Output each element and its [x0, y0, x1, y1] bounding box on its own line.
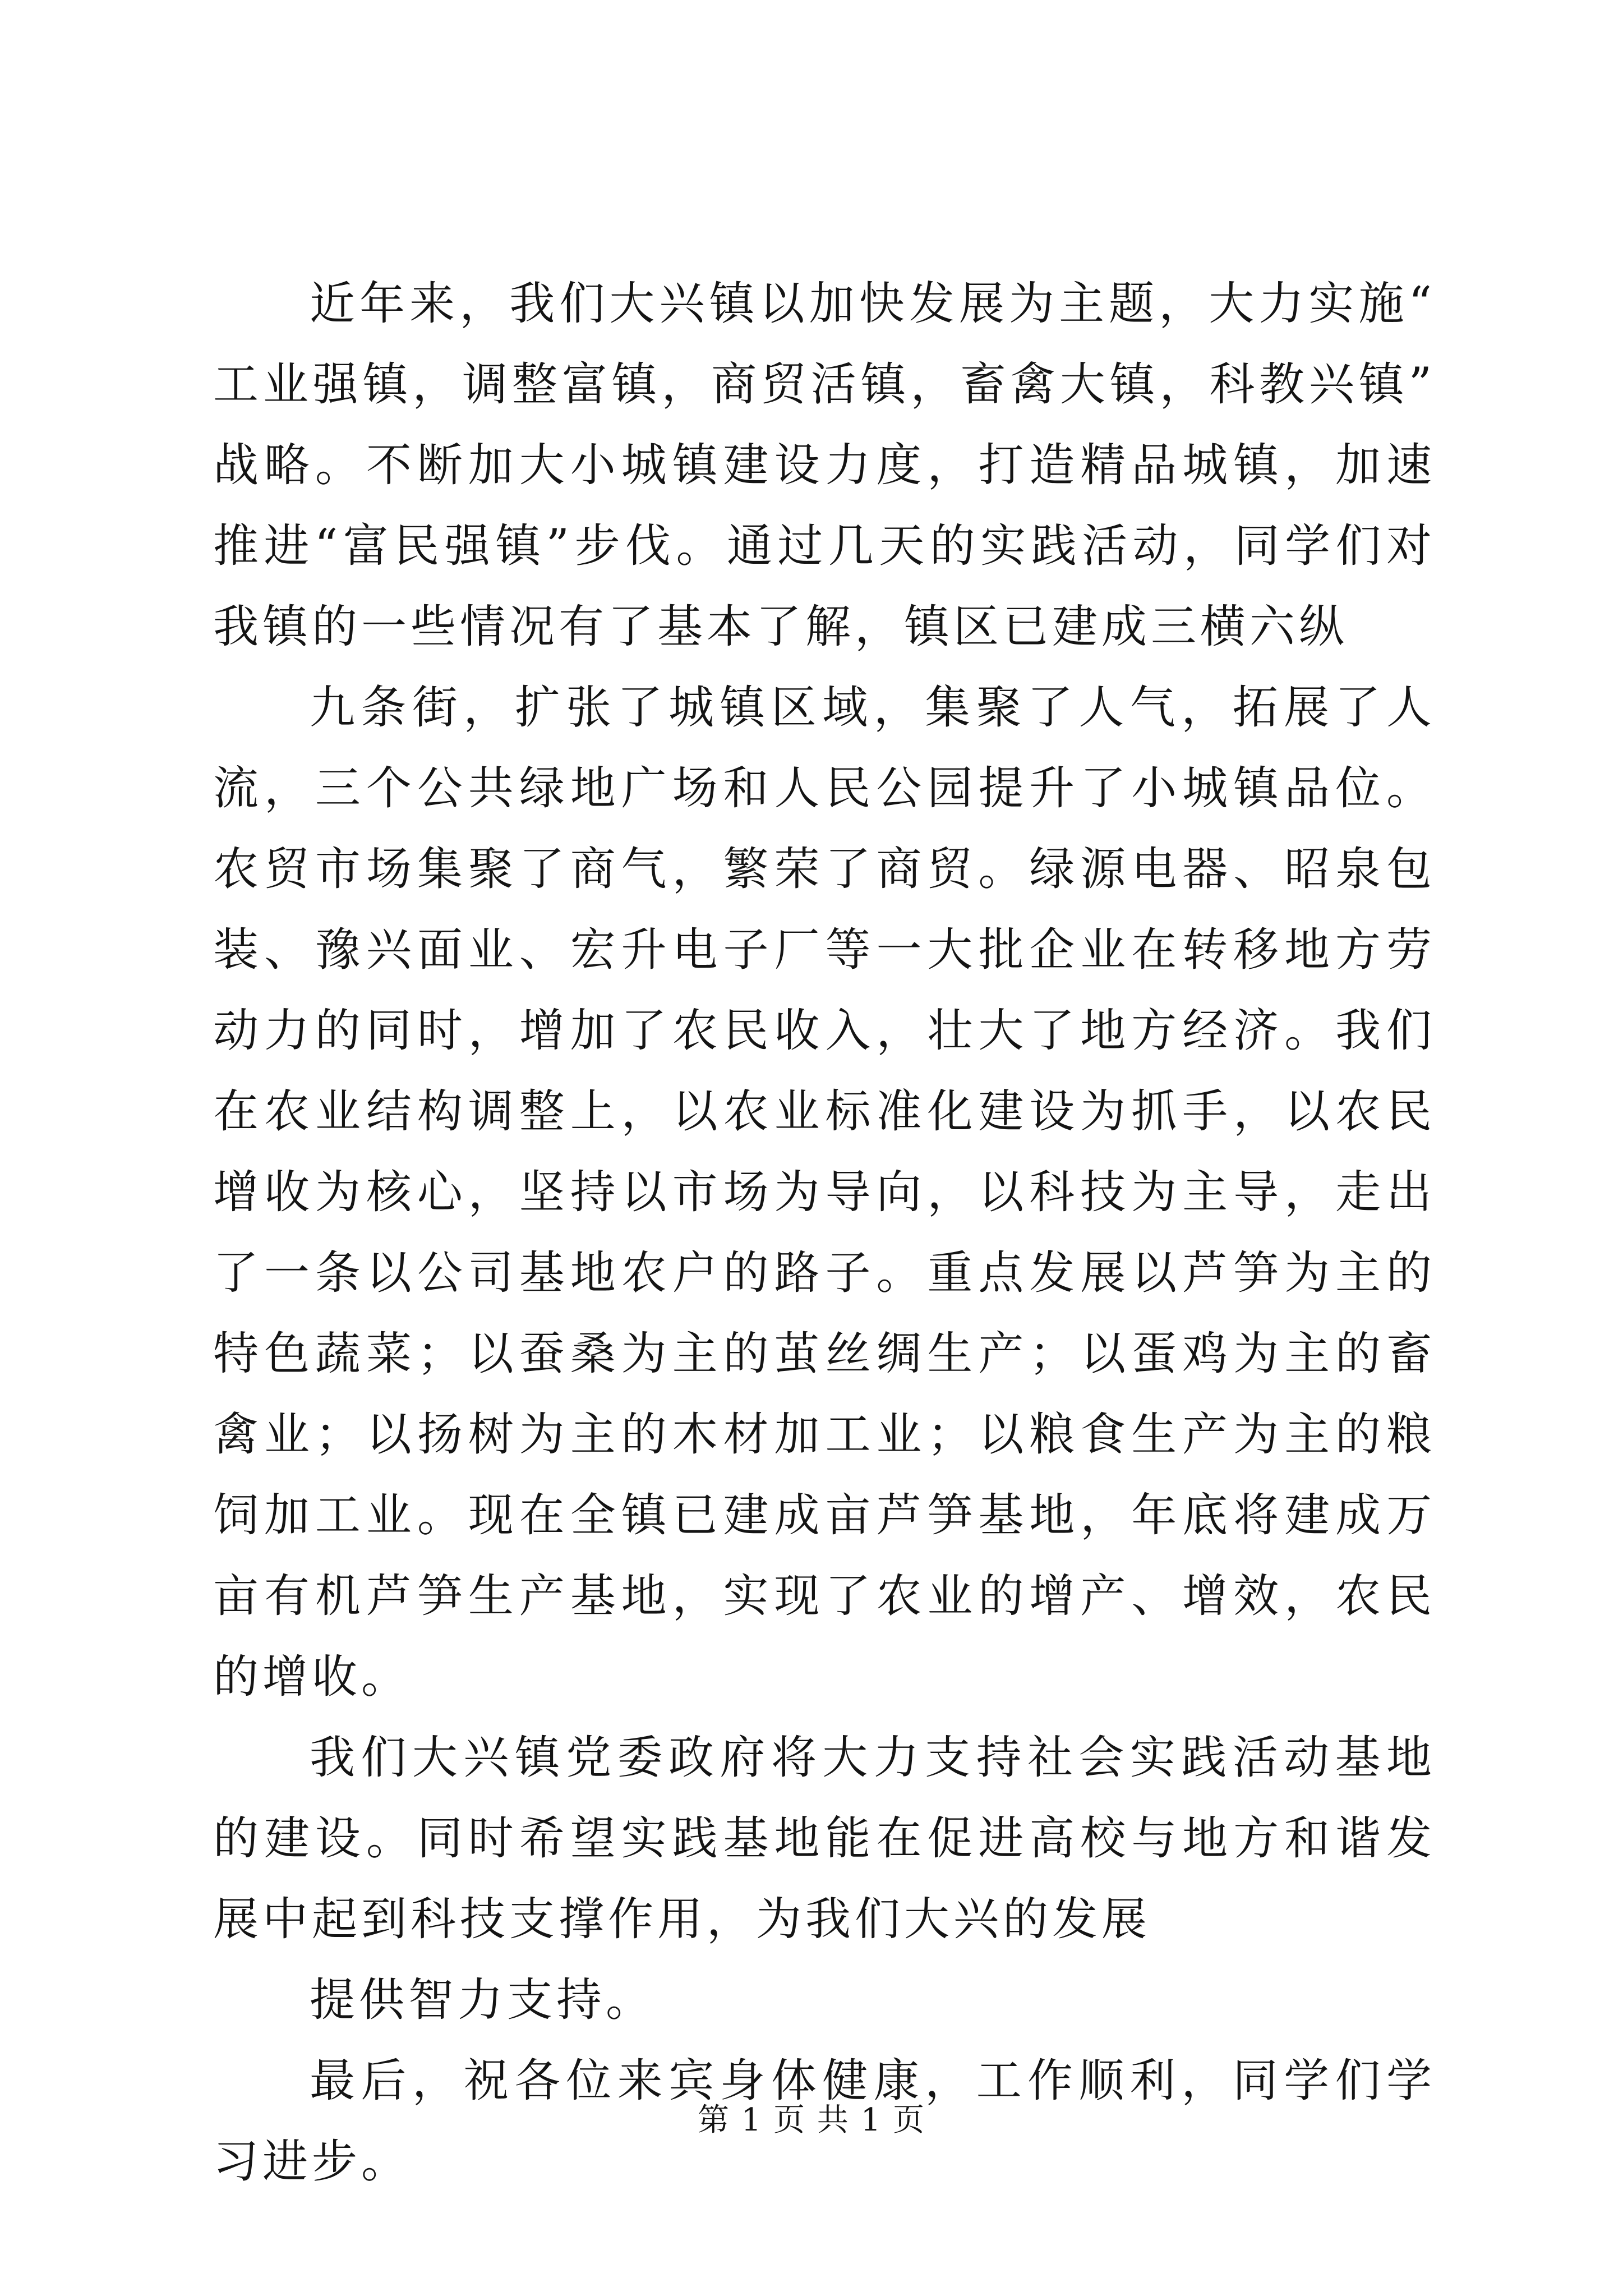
- paragraph-5: 最后，祝各位来宾身体健康，工作顺利，同学们学习进步。: [213, 2055, 1436, 2188]
- paragraph-3: 我们大兴镇党委政府将大力支持社会实践活动基地的建设。同时希望实践基地能在促进高校与地方和谐发展中起到科技支撑作用，为我们大兴的发展: [213, 1732, 1436, 1946]
- document-body: [213, 264, 1436, 2202]
- page-number-footer: 第 1 页 共 1 页: [697, 2102, 926, 2138]
- paragraph-1: 近年来，我们大兴镇以加快发展为主题，大力实施“工业强镇，调整富镇，商贸活镇，畜禽大镇，科教兴镇”战略。不断加大小城镇建设力度，打造精品城镇，加速推进“富民强镇”步伐。通过几天的实践活动，同学们对我镇的一些情况有了基本了解，镇区已建成三横六纵: [213, 278, 1436, 654]
- paragraph-2: 九条街，扩张了城镇区域，集聚了人气，拓展了人流，三个公共绿地广场和人民公园提升了小城镇品位。农贸市场集聚了商气，繁荣了商贸。绿源电器、昭泉包装、豫兴面业、宏升电子厂等一大批企业在转移地方劳动力的同时，增加了农民收入，壮大了地方经济。我们在农业结构调整上，以农业标准化建设为抓手，以农民增收为核心，坚持以市场为导向，以科技为主导，走出了一条以公司基地农户的路子。重点发展以芦笋为主的特色蔬菜；以蚕桑为主的茧丝绸生产；以蛋鸡为主的畜禽业；以扬树为主的木材加工业；以粮食生产为主的粮饲加工业。现在全镇已建成亩芦笋基地，年底将建成万亩有机芦笋生产基地，实现了农业的增产、增效，农民的增收。: [213, 682, 1436, 1704]
- paragraph-4: 提供智力支持。: [310, 1974, 656, 2027]
